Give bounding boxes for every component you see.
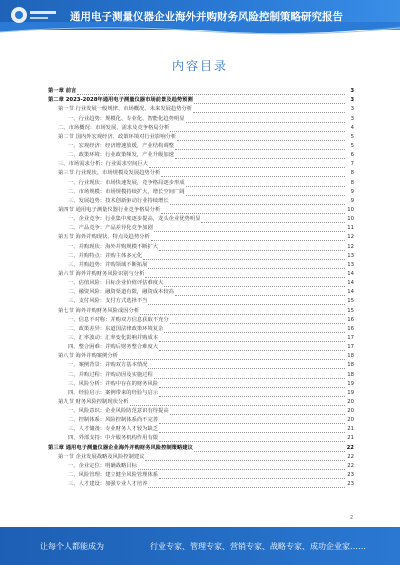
toc-entry[interactable] (48, 223, 354, 232)
toc-entry-page: 16 (347, 316, 354, 323)
toc-entry[interactable] (48, 397, 354, 406)
toc-entry-text: 二、市场规模：市场规模持续扩大，增长空间广阔 (68, 188, 185, 195)
toc-leader-dots (177, 136, 345, 141)
table-of-contents (48, 86, 354, 488)
toc-entry-text: 第九节 财务风险控制现状分析 (58, 398, 129, 405)
toc-entry-text: 第一章 前言 (48, 88, 77, 95)
toc-leader-dots (161, 209, 345, 214)
toc-entry-page: 20 (347, 417, 354, 424)
toc-leader-dots (193, 108, 345, 113)
toc-entry[interactable] (48, 324, 354, 333)
toc-entry[interactable] (48, 168, 354, 177)
toc-leader-dots (159, 437, 345, 442)
toc-entry[interactable] (48, 360, 354, 369)
toc-entry-text: 一、行业趋势：规模化、专业化、智能化趋势明显 (68, 115, 185, 122)
footer-slogan: 让每个人都能成为 (40, 542, 104, 551)
toc-entry-text: 二、控制体系：风险控制体系尚不完善 (68, 417, 159, 424)
toc-entry[interactable] (48, 177, 354, 186)
toc-entry-text: 第五节 海外并购现状、特点及趋势分析 (58, 234, 150, 241)
toc-entry-page: 8 (350, 179, 354, 186)
toc-entry-page: 17 (347, 344, 354, 351)
toc-entry-page: 22 (346, 444, 354, 451)
toc-entry[interactable] (48, 159, 354, 168)
toc-entry-page: 16 (347, 325, 354, 332)
toc-leader-dots (186, 182, 345, 187)
toc-leader-dots (201, 218, 345, 223)
toc-entry-text: 一、风险意识：企业风险防范意识有待提高 (68, 408, 169, 415)
toc-entry-text: 三、支付风险：支付方式选择不当 (68, 298, 148, 305)
toc-entry[interactable] (48, 479, 354, 488)
toc-entry-text: 二、风险管理：建立健全风险管理体系 (68, 472, 159, 479)
toc-entry-text: 二、市场概况：市场发展、需求及竞争格局分析 (58, 124, 170, 131)
toc-entry[interactable] (48, 415, 354, 424)
toc-entry[interactable] (48, 123, 354, 132)
toc-entry-page: 21 (347, 426, 354, 433)
toc-entry[interactable] (48, 113, 354, 122)
toc-entry-text: 一、信息不对称：并购双方信息获取不充分 (68, 316, 169, 323)
toc-leader-dots (130, 401, 345, 406)
toc-entry-text: 三、汇率波动：汇率变化影响并购成本 (68, 334, 159, 341)
toc-entry-text: 第二节 国内外宏观经济、政策环境对行业影响分析 (58, 133, 177, 140)
toc-entry-text: 二、产品竞争：产品差异化竞争加剧 (68, 225, 153, 232)
toc-entry-text: 三、发展趋势：技术创新驱动行业持续增长 (68, 197, 169, 204)
toc-entry-text: 二、并购过程：并购动因及实施过程 (68, 371, 153, 378)
toc-entry-page: 5 (350, 142, 354, 149)
toc-entry[interactable] (48, 205, 354, 214)
toc-entry-page: 18 (347, 362, 354, 369)
toc-leader-dots (154, 227, 345, 232)
toc-entry-page: 20 (347, 398, 354, 405)
toc-entry-page: 10 (347, 206, 354, 213)
toc-entry[interactable] (48, 388, 354, 397)
toc-leader-dots (148, 364, 345, 369)
toc-entry[interactable] (48, 406, 354, 415)
toc-entry-page: 19 (347, 380, 354, 387)
toc-leader-dots (119, 355, 345, 360)
toc-leader-dots (148, 264, 345, 269)
toc-leader-dots (159, 246, 345, 251)
toc-leader-dots (151, 236, 345, 241)
toc-entry-text: 一、行业现状：市场快速发展，竞争格局逐步形成 (68, 179, 185, 186)
toc-leader-dots (164, 328, 345, 333)
toc-leader-dots (145, 456, 345, 461)
toc-entry-page: 4 (350, 124, 354, 131)
toc-leader-dots (175, 291, 345, 296)
toc-entry-page: 14 (347, 280, 354, 287)
toc-entry-page: 22 (347, 453, 354, 460)
toc-entry[interactable] (48, 241, 354, 250)
toc-entry-page: 15 (347, 298, 354, 305)
toc-entry[interactable] (48, 470, 354, 479)
toc-entry[interactable] (48, 132, 354, 141)
toc-entry[interactable] (48, 379, 354, 388)
toc-leader-dots (159, 474, 345, 479)
toc-entry[interactable] (48, 287, 354, 296)
toc-entry-text: 第一节 企业发展战略及风险控制建议 (58, 453, 145, 460)
toc-entry-page: 17 (347, 334, 354, 341)
toc-entry-page: 6 (350, 152, 354, 159)
toc-entry-page: 3 (350, 115, 354, 122)
toc-leader-dots (159, 428, 345, 433)
toc-entry-text: 一、估值风险：目标企业价值评估难度大 (68, 280, 164, 287)
toc-entry-text: 第三节 行业现状、市场规模及发展趋势分析 (58, 170, 161, 177)
toc-leader-dots (194, 447, 345, 452)
toc-entry-text: 二、政策环境：行业政策频发，产业升级加速 (68, 152, 174, 159)
toc-entry-page: 18 (347, 353, 354, 360)
toc-leader-dots (161, 172, 345, 177)
toc-entry-text: 第三章 通用电子测量仪器企业海外并购财务风险控制策略建议 (48, 444, 193, 451)
toc-entry-text: 四、整合困难：并购后财务整合难度大 (68, 344, 159, 351)
toc-entry-text: 三、并购趋势：并购领域不断拓展 (68, 261, 148, 268)
toc-entry-text: 一、企业竞争：行业集中度逐步提高，龙头企业优势明显 (68, 216, 201, 223)
toc-entry-page: 19 (347, 389, 354, 396)
toc-entry-page: 12 (347, 234, 354, 241)
toc-leader-dots (159, 337, 345, 342)
toc-entry[interactable] (48, 278, 354, 287)
toc-entry-page: 3 (350, 97, 354, 104)
toc-entry-page: 11 (347, 225, 354, 232)
footer-tags: 行业专家、管理专家、营销专家、战略专家、成功企业家…… (150, 542, 366, 551)
toc-leader-dots (175, 154, 345, 159)
toc-entry[interactable] (48, 315, 354, 324)
toc-entry-text: 一、案例背景：并购双方基本情况 (68, 362, 148, 369)
toc-entry-page: 18 (347, 371, 354, 378)
toc-leader-dots (148, 300, 345, 305)
toc-leader-dots (170, 410, 345, 415)
toc-entry[interactable] (48, 86, 354, 95)
toc-entry-page: 14 (347, 289, 354, 296)
toc-leader-dots (148, 483, 345, 488)
toc-entry-text: 第一节 行业发展一般规律、市场概况、未来发展趋势分析 (58, 106, 193, 113)
toc-entry[interactable] (48, 433, 354, 442)
toc-entry[interactable] (48, 214, 354, 223)
toc-entry[interactable] (48, 269, 354, 278)
toc-entry-text: 第二章 2023-2028年通用电子测量仪器市场前景及趋势预测 (48, 97, 193, 104)
toc-entry-page: 23 (347, 481, 354, 488)
toc-entry[interactable] (48, 452, 354, 461)
toc-entry[interactable] (48, 232, 354, 241)
toc-entry-text: 三、风险分析：并购中存在的财务风险 (68, 380, 159, 387)
toc-entry-page: 21 (347, 435, 354, 442)
toc-leader-dots (159, 392, 345, 397)
toc-entry-page: 13 (347, 252, 354, 259)
toc-entry-text: 二、政策差异：东道国法律政策环境复杂 (68, 325, 164, 332)
toc-entry[interactable] (48, 342, 354, 351)
toc-entry[interactable] (48, 424, 354, 433)
toc-leader-dots (170, 200, 345, 205)
toc-leader-dots (194, 99, 345, 104)
toc-leader-dots (143, 255, 345, 260)
toc-entry-page: 8 (350, 170, 354, 177)
toc-leader-dots (77, 90, 345, 95)
toc-entry-page: 23 (347, 472, 354, 479)
toc-entry-page: 9 (350, 197, 354, 204)
toc-entry-text: 第七节 海外并购财务风险成因分析 (58, 307, 140, 314)
toc-entry-page: 12 (347, 243, 354, 250)
toc-leader-dots (186, 118, 345, 123)
toc-entry[interactable] (48, 296, 354, 305)
toc-leader-dots (138, 465, 345, 470)
toc-entry-page: 14 (347, 270, 354, 277)
toc-entry-page: 3 (350, 106, 354, 113)
toc-entry-text: 一、并购现状：海外并购规模不断扩大 (68, 243, 159, 250)
toc-leader-dots (170, 127, 345, 132)
toc-entry-text: 一、宏观经济：经济增速放缓，产业结构调整 (68, 142, 174, 149)
toc-entry[interactable] (48, 104, 354, 113)
toc-entry-text: 第八节 海外并购案例分析 (58, 353, 118, 360)
toc-entry[interactable] (48, 442, 354, 451)
toc-entry[interactable] (48, 141, 354, 150)
toc-entry-text: 二、并购特点：并购主体多元化 (68, 252, 143, 259)
toc-entry-text: 三、人才建设：加强专业人才培养 (68, 481, 148, 488)
toc-leader-dots (154, 374, 345, 379)
toc-entry-page: 7 (350, 161, 354, 168)
toc-entry-text: 第六节 海外并购财务风险识别与分析 (58, 270, 145, 277)
toc-leader-dots (149, 163, 345, 168)
toc-leader-dots (175, 145, 345, 150)
toc-entry[interactable] (48, 351, 354, 360)
toc-title: 内容目录 (171, 59, 228, 73)
toc-entry-page: 9 (350, 188, 354, 195)
toc-entry-text: 三、市场需求分析：行业需求空间巨大 (58, 161, 149, 168)
toc-leader-dots (159, 346, 345, 351)
toc-leader-dots (145, 273, 345, 278)
toc-leader-dots (159, 419, 345, 424)
toc-entry[interactable] (48, 369, 354, 378)
toc-entry-page: 10 (347, 216, 354, 223)
header-wave (0, 22, 400, 38)
toc-leader-dots (159, 383, 345, 388)
logo-icon (8, 4, 60, 26)
toc-entry[interactable] (48, 95, 354, 104)
toc-entry-page: 3 (350, 88, 354, 95)
page-number: 2 (350, 515, 354, 521)
toc-entry-page: 5 (350, 133, 354, 140)
toc-entry[interactable] (48, 150, 354, 159)
toc-entry-text: 一、企业定位：明确战略目标 (68, 462, 137, 469)
toc-entry[interactable] (48, 305, 354, 314)
toc-entry[interactable] (48, 187, 354, 196)
toc-entry-text: 第四节 通用电子测量仪器行业竞争格局分析 (58, 206, 161, 213)
toc-entry-text: 四、经验启示：案例带来的经验与启示 (68, 389, 159, 396)
toc-entry[interactable] (48, 461, 354, 470)
toc-entry-text: 三、人才储备：专业财务人才较为缺乏 (68, 426, 159, 433)
toc-entry-page: 20 (347, 408, 354, 415)
header-title: 通用电子测量仪器企业海外并购财务风险控制策略研究报告 (70, 11, 343, 23)
toc-leader-dots (164, 282, 345, 287)
toc-leader-dots (186, 191, 345, 196)
toc-entry[interactable] (48, 196, 354, 205)
toc-entry-page: 22 (347, 462, 354, 469)
toc-entry-page: 13 (347, 261, 354, 268)
toc-entry[interactable] (48, 333, 354, 342)
toc-entry[interactable] (48, 251, 354, 260)
toc-entry-page: 15 (347, 307, 354, 314)
toc-leader-dots (170, 319, 345, 324)
toc-entry-text: 四、外部支持：中介服务机构作用有限 (68, 435, 159, 442)
toc-entry-text: 二、融资风险：融资渠道有限，融资成本较高 (68, 289, 174, 296)
toc-leader-dots (140, 310, 345, 315)
toc-entry[interactable] (48, 260, 354, 269)
